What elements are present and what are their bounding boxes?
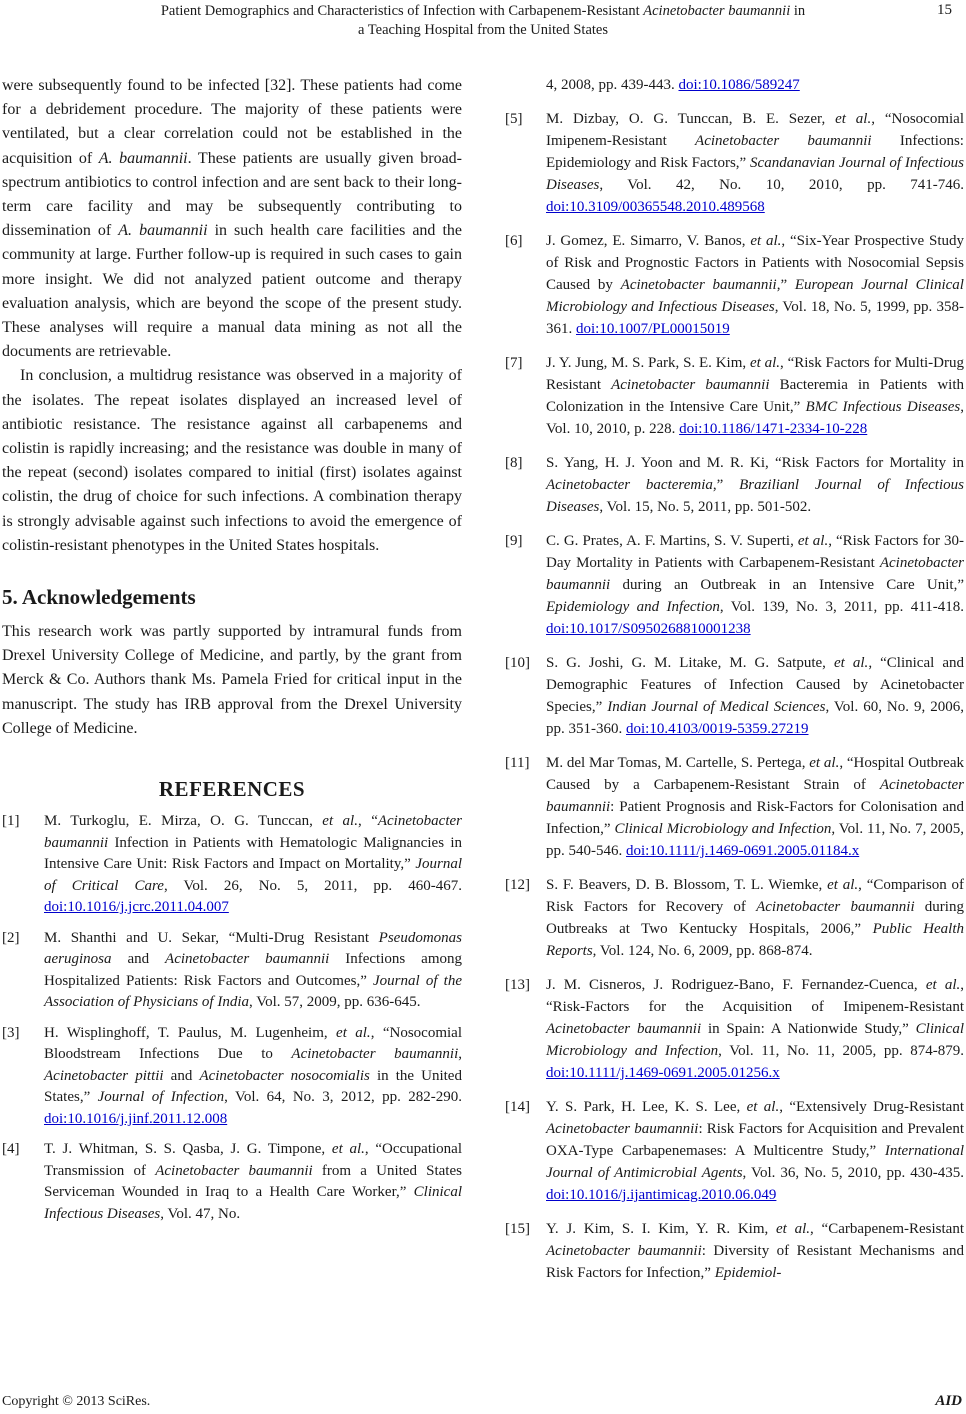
reference-item (505, 974, 964, 1084)
italic-text: et al. (827, 877, 859, 893)
reference-text: S. Yang, H. J. Yoon and M. R. Ki, “Risk Factors for Mortality in Acinetobacter bacteremia,” Brazilianl Journal of Infectious Diseases, Vol. 15, No. 5, 2011, pp. 501-502. (546, 455, 964, 515)
left-column (2, 74, 462, 1234)
italic-text: et al. (746, 1099, 780, 1115)
italic-text: Epidemiology and Infection (546, 599, 720, 615)
italic-text: Epidemiol- (714, 1265, 782, 1281)
reference-text: S. F. Beavers, D. B. Blossom, T. L. Wiemke, et al., “Comparison of Risk Factors for Recovery of Acinetobacter baumannii during Outbreaks at Two Kentucky Hospitals, 2006,” Public Health Reports, Vol. 124, No. 6, 2009, pp. 868-874. (546, 877, 965, 959)
italic-text: Acinetobacter baumannii (546, 1243, 702, 1259)
reference-text: Y. J. Kim, S. I. Kim, Y. R. Kim, et al., “Carbapenem-Resistant Acinetobacter baumannii: Diversity of Resistant Mechanisms and Risk Factors for Infection,” Epidemiol- (546, 1221, 964, 1281)
reference-text: H. Wisplinghoff, T. Paulus, M. Lugenheim, et al., “Nosocomial Bloodstream Infections Due to Acinetobacter baumannii, Acinetobacter pittii and Acinetobacter nosocomialis in the United States,” Journal of Infection, Vol. 64, No. 3, 2012, pp. 282-290. doi:10.1016/j.jinf.2011.12.008 (44, 1024, 462, 1127)
reference-item (505, 452, 964, 518)
italic-text: Public Health Reports (546, 921, 965, 959)
acknowledgements-text: This research work was partly supported by intramural funds from Drexel University College of Medicine, and partly, by the grant from Merck & Co. Authors thank Ms. Pamela Fried for critical input in the manuscript. The study has IRB approval from the Drexel University College of Medicine. (2, 623, 462, 737)
reference-number: [12] (505, 877, 530, 893)
reference-text: Y. S. Park, H. Lee, K. S. Lee, et al., “Extensively Drug-Resistant Acinetobacter baumannii: Risk Factors for Acquisition and Prevalent OXA-Type Carbapenemases: A Multicentre Study,” International Journal of Antimicrobial Agents, Vol. 36, No. 5, 2010, pp. 430-435. doi:10.1016/j.ijantimicag.2010.06.049 (546, 1099, 964, 1203)
italic-text: Acinetobacter baumannii (291, 1046, 459, 1063)
italic-text: Clinical Infectious Diseases (44, 1184, 462, 1222)
reference-item (505, 1096, 964, 1206)
italic-text: Acinetobacter baumannii (165, 951, 330, 968)
reference-item (2, 1023, 462, 1131)
italic-text: et al. (749, 355, 780, 371)
italic-text: Clinical Microbiology and Infection (614, 821, 832, 837)
italic-text: et al. (835, 111, 872, 127)
italic-text: Acinetobacter baumannii (44, 813, 462, 851)
reference-text: J. M. Cisneros, J. Rodriguez-Bano, F. Fernandez-Cuenca, et al., “Risk-Factors for the Acquisition of Imipenem-Resistant Acinetobacter baumannii in Spain: A Nationwide Study,” Clinical Microbiology and Infection, Vol. 11, No. 11, 2005, pp. 874-879. doi:10.1111/j.1469-0691.2005.01256.x (546, 977, 964, 1081)
reference-4-continuation: 4, 2008, pp. 439-443. doi:10.1086/589247 (546, 77, 800, 93)
reference-number: [9] (505, 533, 523, 549)
doi-link[interactable]: doi:10.1186/1471-2334-10-228 (679, 421, 868, 437)
reference-item (505, 530, 964, 640)
reference-item (2, 811, 462, 919)
italic-text: Acinetobacter pittii (44, 1067, 164, 1084)
reference-text: J. Gomez, E. Simarro, V. Banos, et al., “Six-Year Prospective Study of Risk and Prognostic Factors in Patients with Nosocomial Sepsis Caused by Acinetobacter baumannii,” European Journal Clinical Microbiology and Infectious Diseases, Vol. 18, No. 5, 1999, pp. 358-361. doi:10.1007/PL00015019 (546, 233, 964, 337)
reference-list-right (505, 108, 964, 1284)
italic-text: Acinetobacter bacteremia (546, 477, 713, 493)
reference-number: [5] (505, 111, 523, 127)
italic-text: Acinetobacter baumannii (546, 555, 964, 593)
italic-text: et al. (925, 977, 961, 993)
running-header (0, 2, 966, 40)
italic-text: Indian Journal of Medical Sciences (607, 699, 826, 715)
reference-text: M. del Mar Tomas, M. Cartelle, S. Pertega, et al., “Hospital Outbreak Caused by a Carbapenem-Resistant Strain of Acinetobacter baumannii: Patient Prognosis and Risk-Factors for Colonisation and Infection,” Clinical Microbiology and Infection, Vol. 11, No. 7, 2005, pp. 540-546. doi:10.1111/j.1469-0691.2005.01184.x (546, 755, 964, 859)
italic-text: Acinetobacter baumannii (695, 133, 872, 149)
reference-item (505, 1218, 964, 1284)
italic-text: et al. (776, 1221, 811, 1237)
italic-text: Brazilianl Journal of Infectious Diseases (546, 477, 964, 515)
italic-text: Clinical Microbiology and Infection (546, 1021, 964, 1059)
italic-text: et al. (331, 1141, 365, 1158)
italic-text: Acinetobacter baumannii (155, 1162, 313, 1179)
reference-item (505, 652, 964, 740)
italic-text: Journal of Infection (97, 1089, 225, 1106)
right-column (505, 74, 964, 1296)
italic-text: International Journal of Antimicrobial Agents (546, 1143, 964, 1181)
reference-number: [14] (505, 1099, 530, 1115)
reference-number: [1] (2, 813, 20, 830)
reference-number: [13] (505, 977, 530, 993)
doi-link[interactable]: doi:10.1111/j.1469-0691.2005.01256.x (546, 1065, 780, 1081)
body-paragraph-1: were subsequently found to be infected [32]. These patients had come for a debridement procedure. The majority of these patients were ventilated, but a clear correlation could not be established in the acquisition of A. baumannii. These patients are usually given broad-spectrum antibiotics to control infection and are sent back to their long-term care facility and may be subsequently contributing to dissemination of A. baumannii in such health care facilities and the community at large. Further follow-up is required in such cases to gain more insight. We did not analyzed patient outcome and therapy evaluation analysis, which are beyond the scope of the present study. These analyses will require a manual data mining as not all the documents are retrievable. (2, 77, 463, 361)
reference-text: M. Dizbay, O. G. Tunccan, B. E. Sezer, et al., “Nosocomial Imipenem-Resistant Acinetobacter baumannii Infections: Epidemiology and Risk Factors,” Scandanavian Journal of Infectious Diseases, Vol. 42, No. 10, 2010, pp. 741-746. doi:10.3109/00365548.2010.489568 (546, 111, 964, 215)
italic-text: et al. (750, 233, 782, 249)
reference-number: [7] (505, 355, 523, 371)
italic-text: Acinetobacter baumannii (756, 899, 915, 915)
italic-text: et al. (336, 1024, 371, 1041)
italic-text: Acinetobacter baumannii (620, 277, 777, 293)
doi-link[interactable]: doi:10.1111/j.1469-0691.2005.01184.x (626, 843, 860, 859)
reference-list-left (2, 811, 462, 1225)
doi-link[interactable]: doi:10.1007/PL00015019 (576, 321, 730, 337)
reference-number: [4] (2, 1141, 20, 1158)
copyright-footer: Copyright © 2013 SciRes. (2, 1394, 151, 1409)
page-number: 15 (937, 2, 952, 18)
italic-text: Acinetobacter baumannii (546, 1021, 702, 1037)
reference-text: J. Y. Jung, M. S. Park, S. E. Kim, et al., “Risk Factors for Multi-Drug Resistant Acinetobacter baumannii Bacteremia in Patients with Colonization in the Intensive Care Unit,” BMC Infectious Diseases, Vol. 10, 2010, p. 228. doi:10.1186/1471-2334-10-228 (546, 355, 964, 437)
journal-abbrev: AID (935, 1393, 962, 1409)
reference-number: [3] (2, 1024, 20, 1041)
italic-text: Acinetobacter baumannii (546, 1121, 699, 1137)
reference-text: M. Shanthi and U. Sekar, “Multi-Drug Resistant Pseudomonas aeruginosa and Acinetobacter baumannii Infections among Hospitalized Patients: Risk Factors and Outcomes,” Journal of the Association of Physicians of India, Vol. 57, 2009, pp. 636-645. (44, 929, 462, 1011)
references-heading: REFERENCES (158, 777, 306, 802)
doi-link[interactable]: doi:10.1016/j.ijantimicag.2010.06.049 (546, 1187, 777, 1203)
reference-number: [6] (505, 233, 523, 249)
reference-number: [8] (505, 455, 523, 471)
italic-text: Journal of Critical Care (44, 856, 462, 894)
doi-link[interactable]: doi:10.1017/S0950268810001238 (546, 621, 751, 637)
running-header-line1: Patient Demographics and Characteristics of Infection with Carbapenem-Resistant Acinetobacter baumannii in (160, 3, 806, 19)
italic-text: et al. (809, 755, 840, 771)
italic-text: Scandanavian Journal of Infectious Diseases (546, 155, 964, 193)
running-header-line2: a Teaching Hospital from the United States (358, 22, 608, 38)
reference-text: M. Turkoglu, E. Mirza, O. G. Tunccan, et al., “Acinetobacter baumannii Infection in Patients with Hematologic Malignancies in Intensive Care Unit: Risk Factors and Impact on Mortality,” Journal of Critical Care, Vol. 26, No. 5, 2011, pp. 460-467. doi:10.1016/j.jcrc.2011.04.007 (44, 813, 463, 916)
reference-number: [15] (505, 1221, 530, 1237)
italic-text: Acinetobacter nosocomialis (199, 1067, 370, 1084)
reference-text: C. G. Prates, A. F. Martins, S. V. Superti, et al., “Risk Factors for 30-Day Mortality in Patients with Carbapenem-Resistant Acinetobacter baumannii during an Outbreak in an Intensive Care Unit,” Epidemiology and Infection, Vol. 139, No. 3, 2011, pp. 411-418. doi:10.1017/S0950268810001238 (546, 533, 965, 637)
italic-text: A. baumannii (98, 149, 188, 167)
italic-text: A. baumannii (118, 222, 208, 240)
reference-item (505, 874, 964, 962)
italic-text: BMC Infectious Diseases (805, 399, 961, 415)
italic-text: Pseudomonas aeruginosa (44, 929, 462, 968)
reference-text: T. J. Whitman, S. S. Qasba, J. G. Timpone, et al., “Occupational Transmission of Acinetobacter baumannii from a United States Serviceman Wounded in Iraq to a Health Care Worker,” Clinical Infectious Diseases, Vol. 47, No. (44, 1141, 462, 1222)
italic-text: et al. (834, 655, 869, 671)
reference-number: [11] (505, 755, 530, 771)
italic-text: Acinetobacter baumannii (546, 777, 964, 815)
doi-link[interactable]: doi:10.1086/589247 (678, 77, 800, 93)
reference-text: S. G. Joshi, G. M. Litake, M. G. Satpute, et al., “Clinical and Demographic Features of Infection Caused by Acinetobacter Species,” Indian Journal of Medical Sciences, Vol. 60, No. 9, 2006, pp. 351-360. doi:10.4103/0019-5359.27219 (546, 655, 964, 737)
italic-text: et al. (322, 813, 358, 830)
doi-link[interactable]: doi:10.4103/0019-5359.27219 (626, 721, 809, 737)
italic-text: European Journal Clinical Microbiology and Infectious Diseases (546, 277, 964, 315)
doi-link[interactable]: doi:10.1016/j.jinf.2011.12.008 (44, 1110, 228, 1127)
doi-link[interactable]: doi:10.3109/00365548.2010.489568 (546, 199, 765, 215)
reference-item (2, 1139, 462, 1225)
reference-item (505, 230, 964, 340)
reference-item (2, 928, 462, 1014)
reference-number: [2] (2, 929, 20, 946)
reference-item (505, 108, 964, 218)
acknowledgements-heading: 5. Acknowledgements (2, 585, 196, 610)
body-paragraph-2: In conclusion, a multidrug resistance was observed in a majority of the isolates. The repeat isolates displayed an increased level of antibiotic resistance. The resistance against all carbapenems and colistin is rapidly increasing; and the resistance was double in many of the repeat (second) isolates compared to initial (first) isolates against colistin, the drug of choice for such infections. A combination therapy is strongly advisable against such infections to avoid the emergence of colistin-resistant phenotypes in the United States hospitals. (2, 367, 462, 554)
italic-text: Acinetobacter baumannii (611, 377, 770, 393)
doi-link[interactable]: doi:10.1016/j.jcrc.2011.04.007 (44, 899, 229, 916)
italic-text: Journal of the Association of Physicians of India (44, 972, 462, 1011)
reference-item (505, 352, 964, 440)
reference-number: [10] (505, 655, 530, 671)
italic-text: et al. (797, 533, 829, 549)
reference-item (505, 752, 964, 862)
